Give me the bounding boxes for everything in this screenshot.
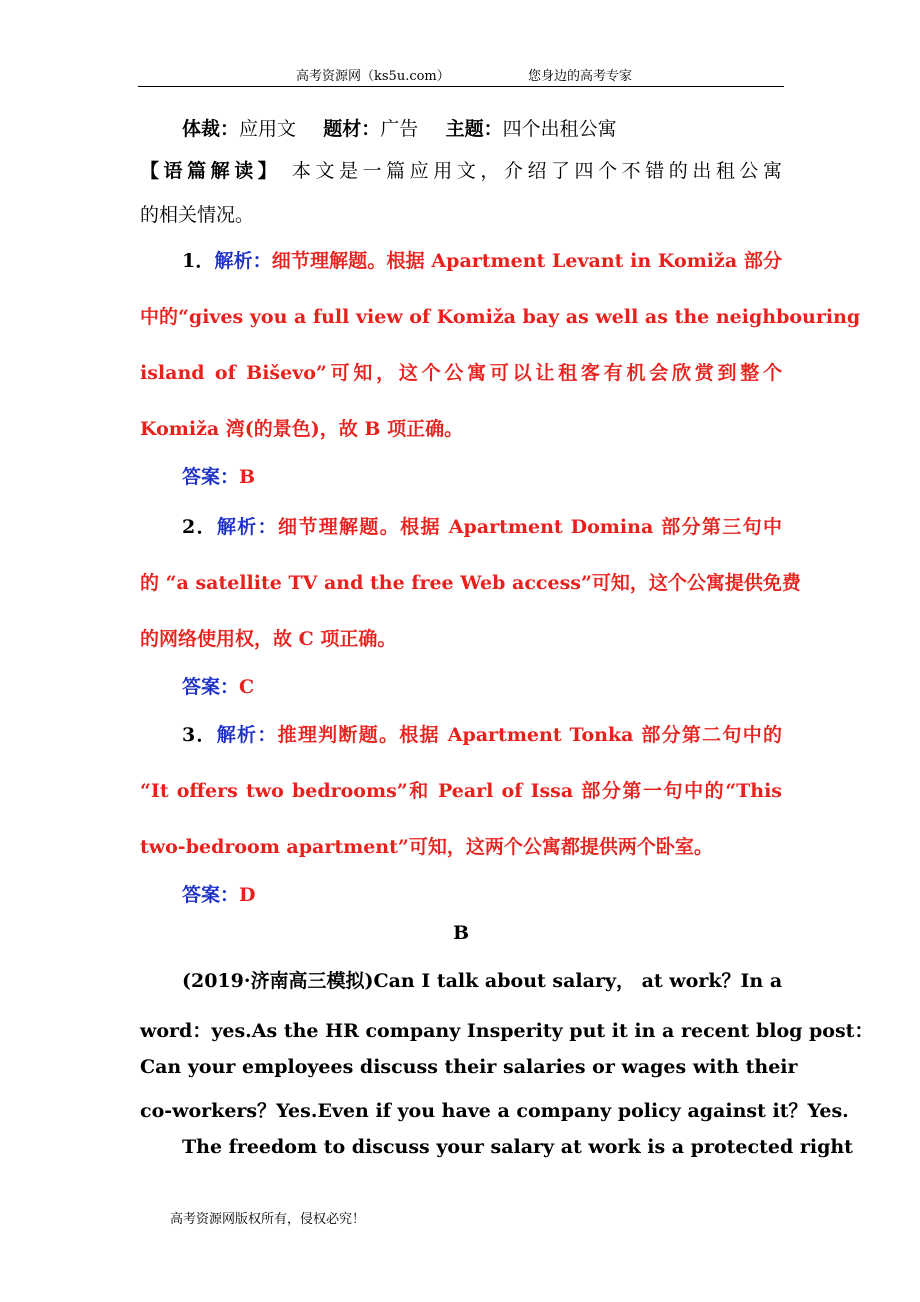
genre-value: 应用文 [239, 118, 297, 140]
q2-text-1: 细节理解题。根据 Apartment Domina 部分第三句中 [278, 516, 782, 538]
passage-line-5: The freedom to discuss your salary at work is a protected right [182, 1136, 853, 1158]
q2-tag: 解析： [216, 516, 278, 538]
q2-answer-label: 答案： [182, 676, 240, 698]
q2-answer [182, 672, 782, 699]
meta-line [182, 114, 782, 141]
q3-number: 3． [182, 724, 217, 746]
q3-tag: 解析： [216, 724, 278, 746]
q1-tag: 解析： [214, 250, 272, 272]
q3-answer-label: 答案： [182, 884, 240, 906]
q3-text-1: 推理判断题。根据 Apartment Tonka 部分第二句中的 [277, 724, 782, 746]
q1-answer-value: B [239, 466, 256, 488]
q3-answer-value: D [239, 884, 256, 906]
q3-answer [182, 880, 782, 907]
topic-label: 题材： [323, 118, 381, 140]
q3-line-1 [182, 720, 782, 747]
page-footer: 高考资源网版权所有，侵权必究！ [170, 1212, 366, 1227]
reading-label: 【语篇解读】 [140, 160, 282, 182]
section-letter: B [452, 922, 470, 944]
passage-line-1 [182, 966, 782, 993]
reading-line-1 [140, 156, 782, 183]
q1-line-2: 中的“gives you a full view of Komiža bay as well as the neighbouring [140, 306, 861, 328]
q1-line-3: island of Biševo”可知，这个公寓可以让租客有机会欣赏到整个 [140, 362, 782, 384]
passage-source: (2019·济南高三模拟) [182, 970, 374, 992]
q2-line-3: 的网络使用权，故 C 项正确。 [140, 628, 397, 650]
passage-line-3: Can your employees discuss their salaries or wages with their [140, 1056, 798, 1078]
passage-line-4: co-workers？Yes.Even if you have a company policy against it？Yes. [140, 1100, 849, 1122]
passage-text-1: Can I talk about salary， at work？In a [373, 970, 783, 992]
q2-line-2: 的 “a satellite TV and the free Web access”可知，这个公寓提供免费 [140, 572, 801, 594]
genre-label: 体裁： [182, 118, 240, 140]
q2-number: 2． [182, 516, 217, 538]
reading-line-2: 的相关情况。 [140, 204, 255, 226]
header-slogan: 您身边的高考专家 [528, 69, 633, 84]
reading-text-1: 本文是一篇应用文，介绍了四个不错的出租公寓 [291, 160, 782, 182]
topic-value: 广告 [380, 118, 419, 140]
q1-line-4: Komiža 湾(的景色)，故 B 项正确。 [140, 418, 464, 440]
q1-line-1 [182, 246, 782, 273]
passage-line-2: word：yes.As the HR company Insperity put it in a recent blog post： [140, 1020, 874, 1042]
header-site-name: 高考资源网（ks5u.com） [296, 69, 450, 84]
q2-answer-value: C [239, 676, 255, 698]
q2-line-1 [182, 512, 782, 539]
theme-label: 主题： [445, 118, 503, 140]
q1-answer [182, 462, 782, 489]
theme-value: 四个出租公寓 [502, 118, 617, 140]
q3-line-3: two-bedroom apartment”可知，这两个公寓都提供两个卧室。 [140, 836, 713, 858]
q1-answer-label: 答案： [182, 466, 240, 488]
q1-number: 1． [182, 250, 215, 272]
page-header [138, 64, 784, 87]
q3-line-2: “It offers two bedrooms”和 Pearl of Issa 部分第一句中的“This [140, 780, 782, 802]
q1-text-1: 细节理解题。根据 Apartment Levant in Komiža 部分 [271, 250, 782, 272]
